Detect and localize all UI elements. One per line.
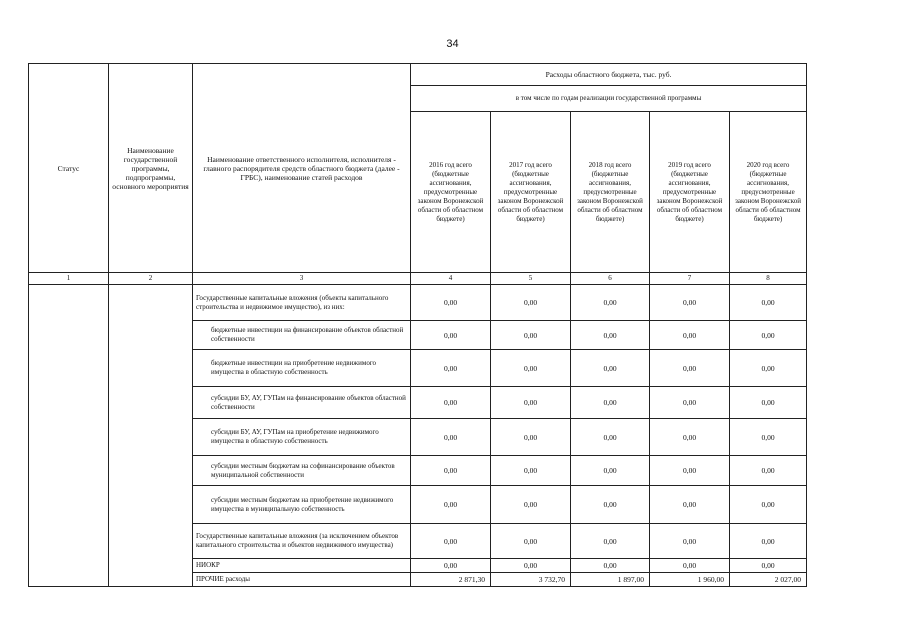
col-number: 5 (491, 273, 571, 285)
value-cell: 0,00 (491, 419, 571, 456)
column-numbers-row (29, 273, 807, 285)
table-row (29, 285, 807, 321)
value-cell: 0,00 (730, 524, 807, 559)
value-cell: 0,00 (730, 321, 807, 350)
col-number: 4 (411, 273, 491, 285)
value-cell: 0,00 (411, 321, 491, 350)
col-number: 1 (29, 273, 109, 285)
row-label: ПРОЧИЕ расходы (193, 573, 411, 587)
row-label: Государственные капитальные вложения (объекты капитального строительства и недвижимое имущество), из них: (193, 285, 411, 321)
row-label: субсидии БУ, АУ, ГУПам на приобретение недвижимого имущества в областную собственность (193, 419, 411, 456)
value-cell: 0,00 (411, 524, 491, 559)
value-cell: 0,00 (650, 387, 730, 419)
col-number: 3 (193, 273, 411, 285)
value-cell: 0,00 (411, 387, 491, 419)
value-cell: 0,00 (650, 285, 730, 321)
value-cell: 0,00 (650, 419, 730, 456)
value-cell: 0,00 (730, 456, 807, 486)
value-cell: 0,00 (411, 350, 491, 387)
header-year-2017: 2017 год всего (бюджетные ассигнования, предусмотренные законом Воронежской области об областном бюджете) (491, 112, 571, 273)
value-cell: 0,00 (571, 456, 650, 486)
value-cell: 0,00 (650, 486, 730, 524)
value-cell: 0,00 (491, 456, 571, 486)
status-cell (29, 285, 109, 587)
value-cell: 0,00 (571, 350, 650, 387)
row-label: бюджетные инвестиции на приобретение недвижимого имущества в областную собственность (193, 350, 411, 387)
value-cell: 0,00 (411, 456, 491, 486)
value-cell: 1 897,00 (571, 573, 650, 587)
row-label: НИОКР (193, 559, 411, 573)
value-cell: 0,00 (491, 350, 571, 387)
budget-table (28, 63, 807, 587)
header-year-2016: 2016 год всего (бюджетные ассигнования, предусмотренные законом Воронежской области об областном бюджете) (411, 112, 491, 273)
header-year-2019: 2019 год всего (бюджетные ассигнования, предусмотренные законом Воронежской области об областном бюджете) (650, 112, 730, 273)
value-cell: 0,00 (650, 350, 730, 387)
value-cell: 3 732,70 (491, 573, 571, 587)
value-cell: 0,00 (491, 524, 571, 559)
value-cell: 2 027,00 (730, 573, 807, 587)
row-label: бюджетные инвестиции на финансирование объектов областной собственности (193, 321, 411, 350)
value-cell: 0,00 (730, 350, 807, 387)
col-number: 7 (650, 273, 730, 285)
value-cell: 0,00 (491, 486, 571, 524)
header-expenses: Расходы областного бюджета, тыс. руб. (411, 64, 807, 86)
value-cell: 0,00 (571, 285, 650, 321)
header-program-name: Наименование государственной программы, подпрограммы, основного мероприятия (109, 64, 193, 273)
value-cell: 0,00 (650, 456, 730, 486)
value-cell: 0,00 (571, 524, 650, 559)
value-cell: 0,00 (411, 285, 491, 321)
value-cell: 0,00 (730, 486, 807, 524)
header-by-years: в том числе по годам реализации государственной программы (411, 86, 807, 112)
value-cell: 0,00 (571, 387, 650, 419)
program-name-cell (109, 285, 193, 587)
value-cell: 0,00 (491, 321, 571, 350)
row-label: субсидии БУ, АУ, ГУПам на финансирование объектов областной собственности (193, 387, 411, 419)
value-cell: 0,00 (571, 419, 650, 456)
value-cell: 0,00 (730, 559, 807, 573)
value-cell: 2 871,30 (411, 573, 491, 587)
row-label: субсидии местным бюджетам на приобретение недвижимого имущества в муниципальную собственность (193, 486, 411, 524)
value-cell: 0,00 (650, 321, 730, 350)
header-responsible: Наименование ответственного исполнителя, исполнителя - главного распорядителя средств областного бюджета (далее - ГРБС), наименование статей расходов (193, 64, 411, 273)
value-cell: 0,00 (730, 387, 807, 419)
col-number: 2 (109, 273, 193, 285)
page-number: 34 (446, 38, 459, 50)
value-cell: 1 960,00 (650, 573, 730, 587)
header-year-2020: 2020 год всего (бюджетные ассигнования, предусмотренные законом Воронежской области об областном бюджете) (730, 112, 807, 273)
value-cell: 0,00 (571, 486, 650, 524)
value-cell: 0,00 (730, 419, 807, 456)
value-cell: 0,00 (491, 559, 571, 573)
value-cell: 0,00 (730, 285, 807, 321)
row-label: Государственные капитальные вложения (за исключением объектов капитального строительства и объектов недвижимого имущества) (193, 524, 411, 559)
value-cell: 0,00 (571, 559, 650, 573)
value-cell: 0,00 (411, 419, 491, 456)
value-cell: 0,00 (571, 321, 650, 350)
value-cell: 0,00 (491, 285, 571, 321)
col-number: 8 (730, 273, 807, 285)
header-year-2018: 2018 год всего (бюджетные ассигнования, предусмотренные законом Воронежской области об областном бюджете) (571, 112, 650, 273)
value-cell: 0,00 (411, 486, 491, 524)
value-cell: 0,00 (650, 559, 730, 573)
value-cell: 0,00 (491, 387, 571, 419)
col-number: 6 (571, 273, 650, 285)
value-cell: 0,00 (411, 559, 491, 573)
header-status: Статус (29, 64, 109, 273)
value-cell: 0,00 (650, 524, 730, 559)
row-label: субсидии местным бюджетам на софинансирование объектов муниципальной собственности (193, 456, 411, 486)
